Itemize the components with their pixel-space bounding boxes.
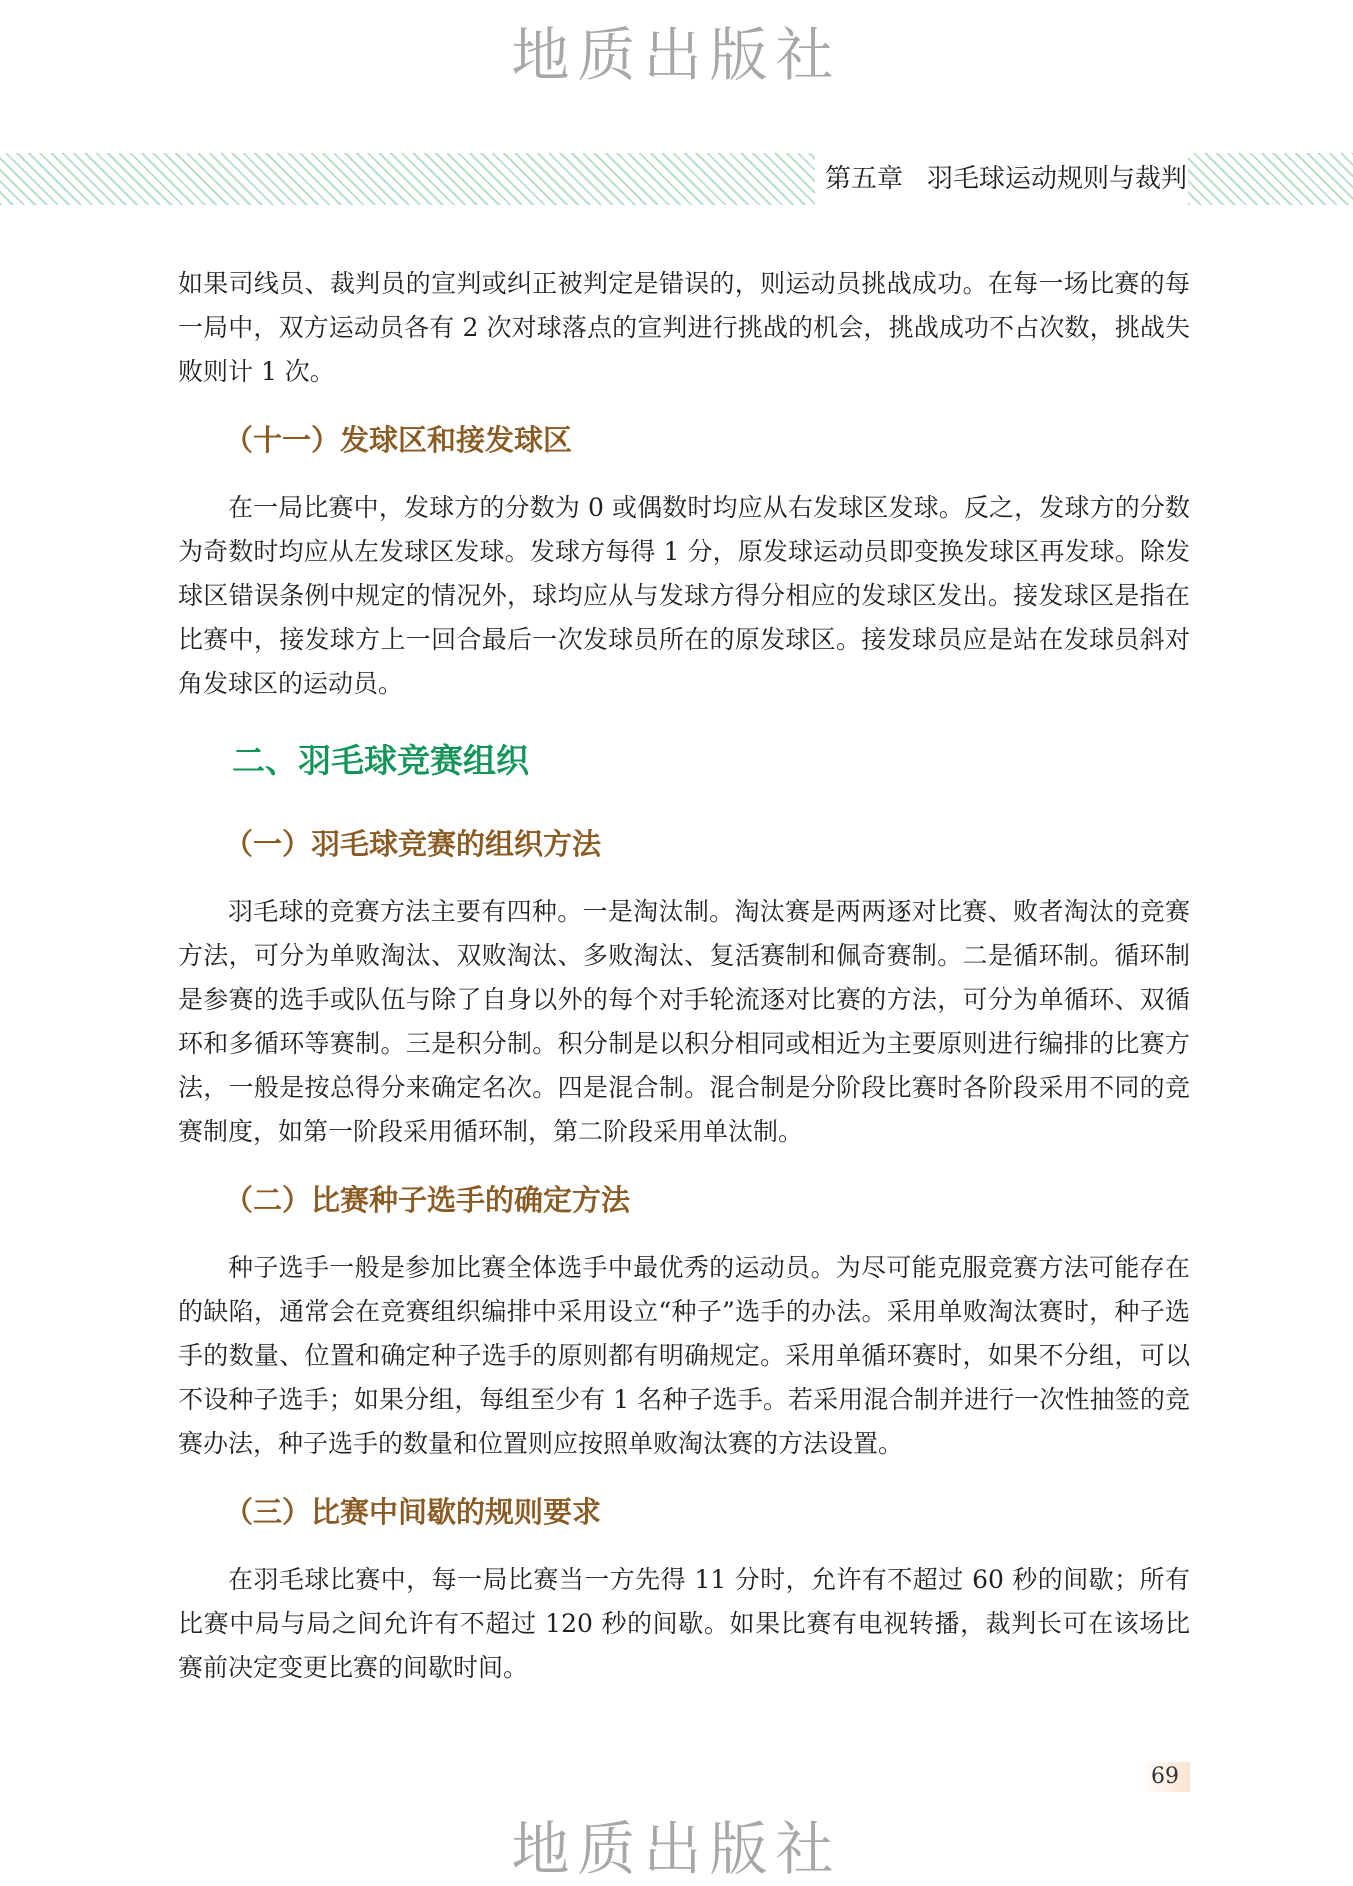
- page-number: 69: [1140, 1762, 1190, 1792]
- chapter-number: 第五章: [825, 164, 904, 194]
- publisher-watermark-bottom: 地质出版社: [511, 1815, 842, 1883]
- header-stripe-right: [1188, 153, 1353, 205]
- subheading-seeded-players: （二）比赛种子选手的确定方法: [224, 1183, 631, 1217]
- subheading-organization-methods: （一）羽毛球竞赛的组织方法: [224, 827, 602, 861]
- subheading-service-courts: （十一）发球区和接发球区: [224, 423, 573, 457]
- chapter-title: 羽毛球运动规则与裁判: [927, 164, 1188, 194]
- publisher-watermark-top: 地质出版社: [511, 21, 842, 89]
- paragraph-seeded-players: 种子选手一般是参加比赛全体选手中最优秀的运动员。为尽可能克服竞赛方法可能存在的缺陷，通常会在竞赛组织编排中采用设立“种子”选手的办法。采用单败淘汰赛时，种子选手的数量、位置和确定种子选手的原则都有明确规定。采用单循环赛时，如果不分组，可以不设种子选手；如果分组，每组至少有 1 名种子选手。若采用混合制并进行一次性抽签的竞赛办法，种子选手的数量和位置则应按照单败淘汰赛的方法设置。: [178, 1253, 1190, 1458]
- page-body: [178, 262, 1190, 1690]
- paragraph-service-courts: 在一局比赛中，发球方的分数为 0 或偶数时均应从右发球区发球。反之，发球方的分数为奇数时均应从左发球区发球。发球方每得 1 分，原发球运动员即变换发球区再发球。除发球区错误条例中规定的情况外，球均应从与发球方得分相应的发球区发出。接发球区是指在比赛中，接发球方上一回合最后一次发球员所在的原发球区。接发球员应是站在发球员斜对角发球区的运动员。: [178, 493, 1190, 698]
- paragraph-organization-methods: 羽毛球的竞赛方法主要有四种。一是淘汰制。淘汰赛是两两逐对比赛、败者淘汰的竞赛方法，可分为单败淘汰、双败淘汰、多败淘汰、复活赛制和佩奇赛制。二是循环制。循环制是参赛的选手或队伍与除了自身以外的每个对手轮流逐对比赛的方法，可分为单循环、双循环和多循环等赛制。三是积分制。积分制是以积分相同或相近为主要原则进行编排的比赛方法，一般是按总得分来确定名次。四是混合制。混合制是分阶段比赛时各阶段采用不同的竞赛制度，如第一阶段采用循环制，第二阶段采用单汰制。: [178, 897, 1190, 1146]
- paragraph-challenge: 如果司线员、裁判员的宣判或纠正被判定是错误的，则运动员挑战成功。在每一场比赛的每一局中，双方运动员各有 2 次对球落点的宣判进行挑战的机会，挑战成功不占次数，挑战失败则计 1 次。: [178, 269, 1190, 386]
- paragraph-intervals: 在羽毛球比赛中，每一局比赛当一方先得 11 分时，允许有不超过 60 秒的间歇；所有比赛中局与局之间允许有不超过 120 秒的间歇。如果比赛有电视转播，裁判长可在该场比赛前决定变更比赛的间歇时间。: [178, 1565, 1190, 1682]
- header-stripe-left: [0, 153, 815, 205]
- section-heading-competition-organization: 二、羽毛球竞赛组织: [232, 741, 529, 780]
- subheading-intervals: （三）比赛中间歇的规则要求: [224, 1495, 602, 1529]
- running-header: [825, 158, 1187, 200]
